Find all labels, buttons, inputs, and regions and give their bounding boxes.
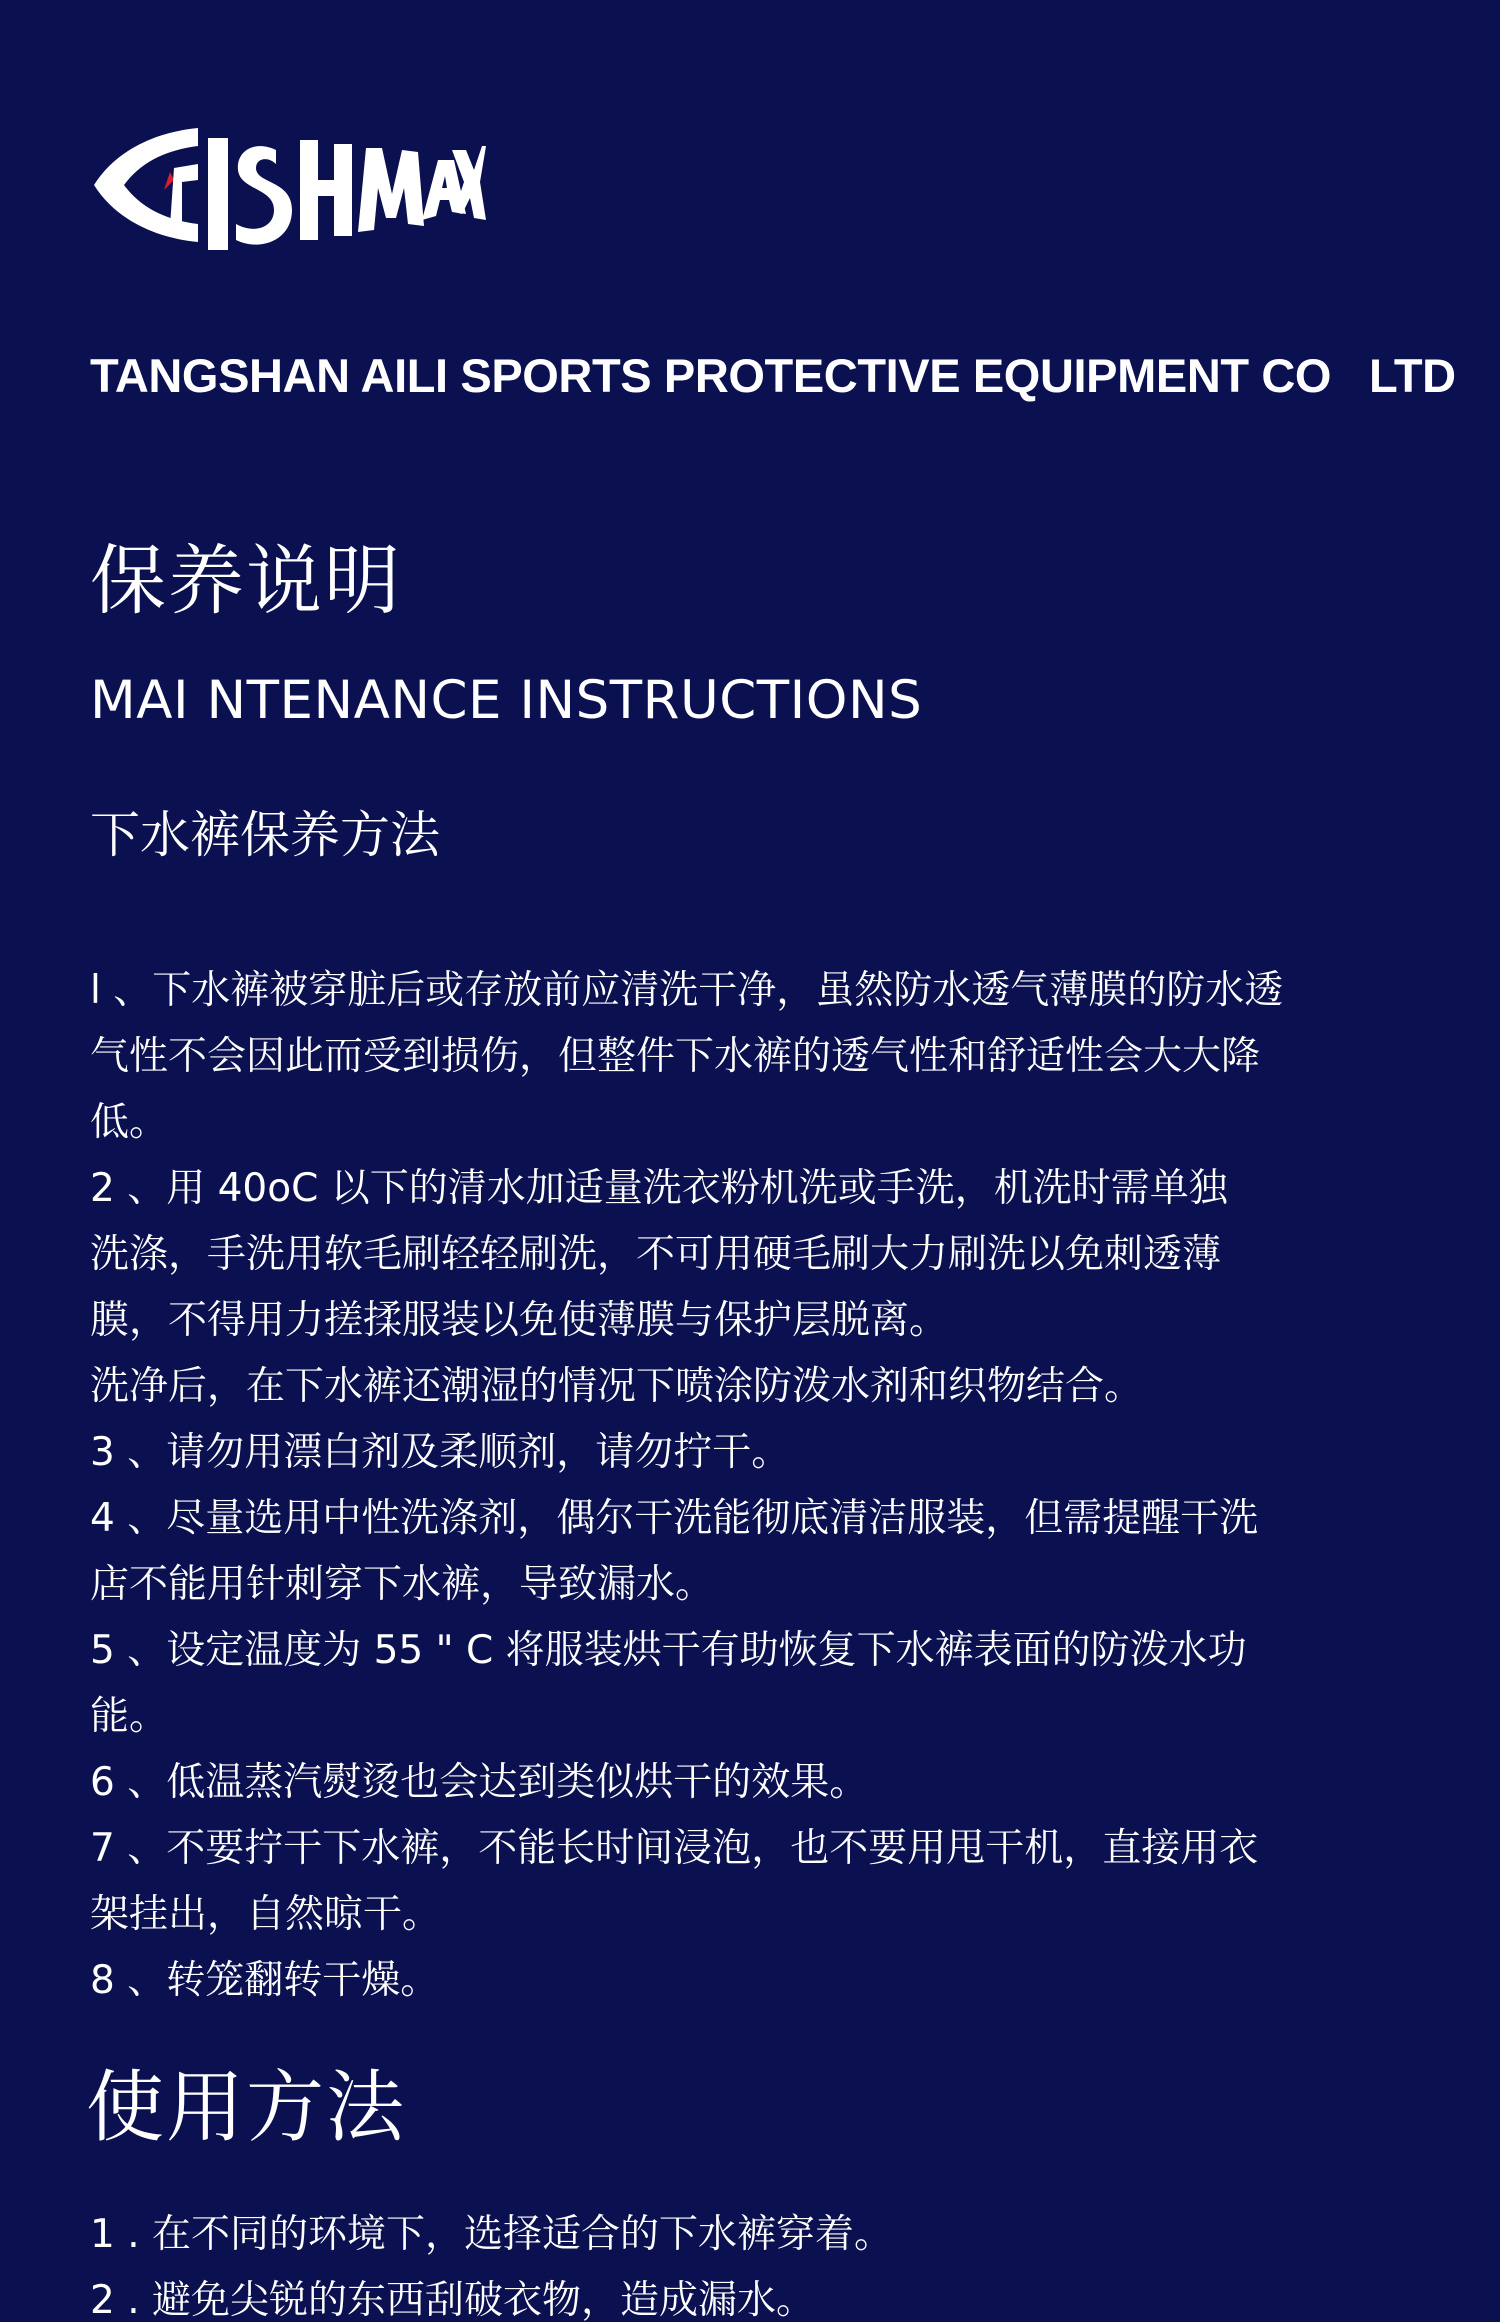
section-heading: 下水裤保养方法 (90, 806, 440, 864)
list-item: 6 、低温蒸汽熨烫也会达到类似烘干的效果。 (90, 1760, 869, 1805)
fishmax-logo (86, 110, 486, 260)
list-item: 5 、设定温度为 55 " C 将服装烘干有助恢复下水裤表面的防泼水功 能。 (90, 1628, 1247, 1739)
list-item: 7 、不要拧干下水裤，不能长时间浸泡，也不要用甩干机，直接用衣 架挂出，自然晾干。 (90, 1826, 1259, 1937)
list-item: 4 、尽量选用中性洗涤剂，偶尔干洗能彻底清洁服装，但需提醒干洗 店不能用针刺穿下水裤，导致漏水。 (90, 1496, 1259, 1607)
page-title: 保养说明 (90, 536, 402, 625)
list-item: 2 . 避免尖锐的东西刮破衣物，造成漏水。 (90, 2278, 816, 2322)
list-item: 3 、请勿用漂白剂及柔顺剂，请勿拧干。 (90, 1430, 791, 1475)
maintenance-list (90, 958, 1420, 2014)
usage-title: 使用方法 (86, 2063, 407, 2153)
company-name: TANGSHAN AILI SPORTS PROTECTIVE EQUIPMENT CO LTD (90, 349, 1456, 402)
list-item: 8 、转笼翻转干燥。 (90, 1958, 440, 2003)
page-subtitle: MAI NTENANCE INSTRUCTIONS (90, 670, 923, 731)
list-item: 洗净后，在下水裤还潮湿的情况下喷涂防泼水剂和织物结合。 (90, 1364, 1144, 1409)
list-item: 1 . 在不同的环境下，选择适合的下水裤穿着。 (90, 2212, 894, 2257)
list-item: 2 、用 40oC 以下的清水加适量洗衣粉机洗或手洗，机洗时需单独 洗涤，手洗用软毛刷轻轻刷洗，不可用硬毛刷大力刷洗以免刺透薄 膜，不得用力搓揉服装以免使薄膜与保护层脱离。 (90, 1166, 1228, 1343)
list-item: l 、下水裤被穿脏后或存放前应清洗干净，虽然防水透气薄膜的防水透 气性不会因此而受到损伤，但整件下水裤的透气性和舒适性会大大降 低。 (90, 968, 1284, 1145)
usage-list (90, 2202, 1420, 2322)
